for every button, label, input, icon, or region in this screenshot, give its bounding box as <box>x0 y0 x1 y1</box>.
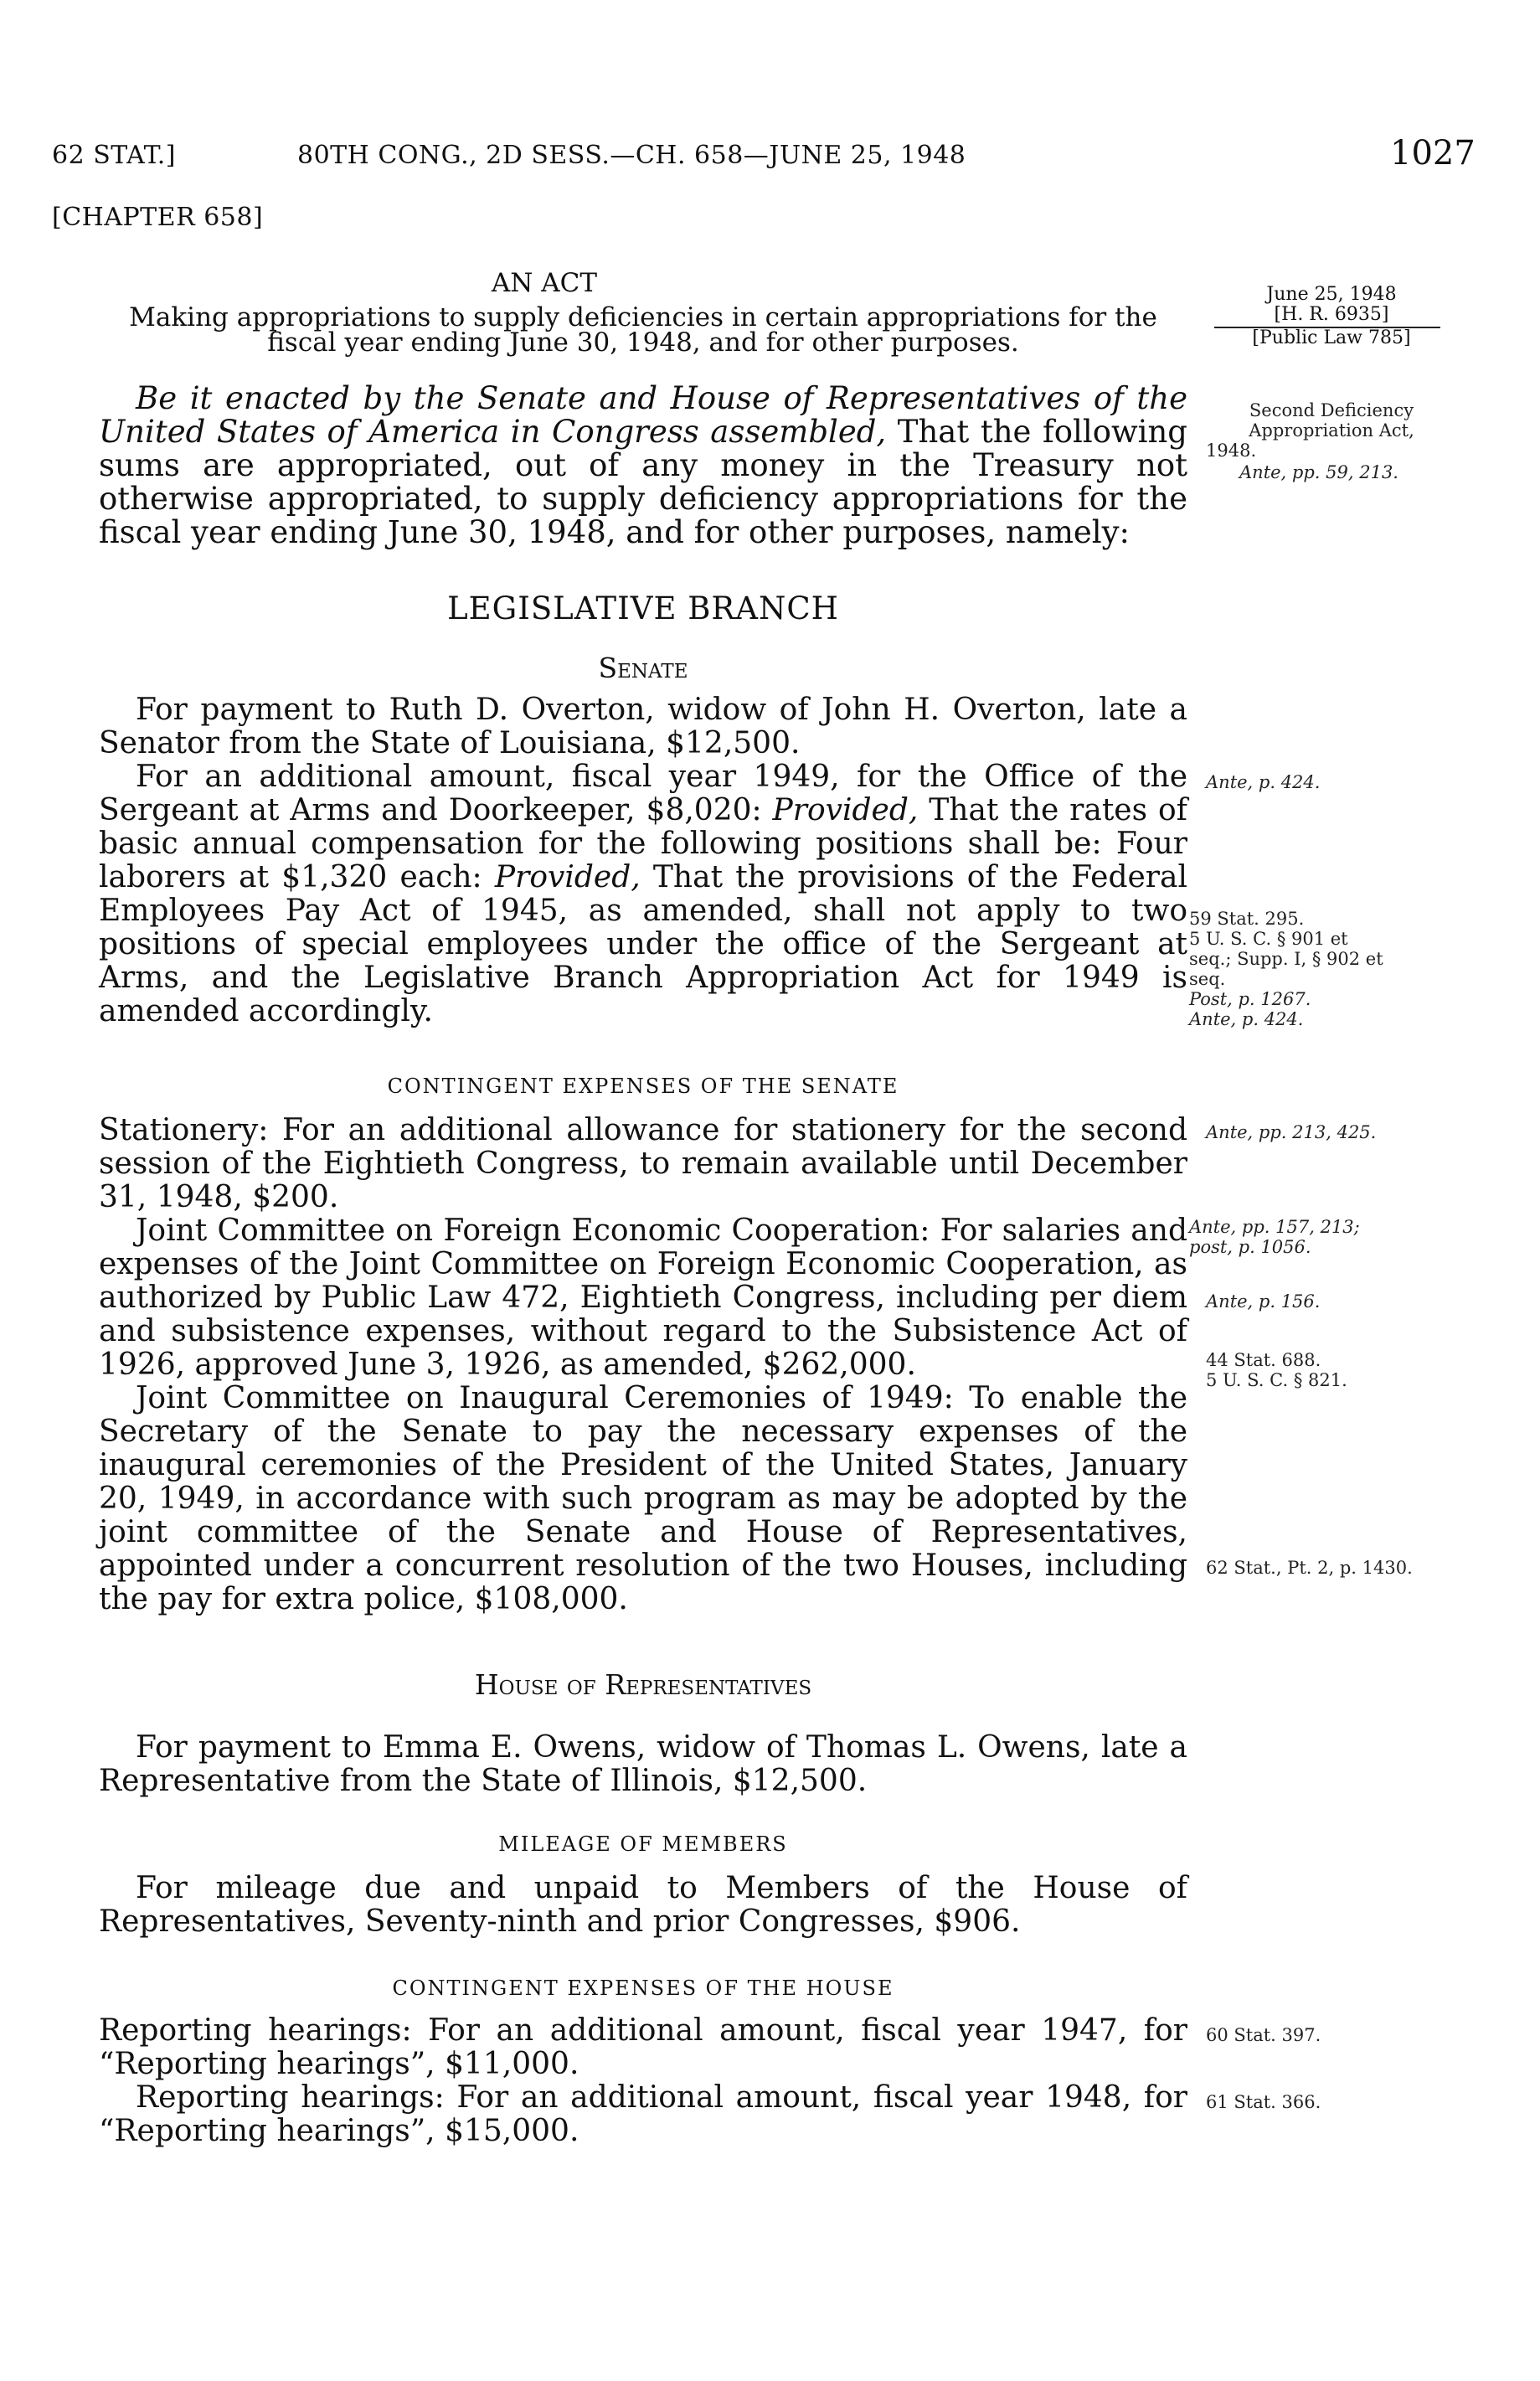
side-ref-ante-156 <box>1206 1291 1474 1312</box>
enacting-italic: Be it enacted by the Senate and House of Representatives of the United States of America in Congress assembled, <box>99 380 1187 450</box>
side-ref-ante-213-425-text: Ante, pp. 213, 425. <box>1206 1122 1377 1142</box>
side-ref-44stat-2: 5 U. S. C. § 821. <box>1206 1370 1347 1390</box>
side-ref-ante-59-text: Ante, pp. 59, 213. <box>1239 462 1398 482</box>
house-section <box>99 1731 1187 1798</box>
house-heading: House of Representatives <box>474 1668 812 1701</box>
side-ref-59stat-1: 59 Stat. 295. <box>1189 909 1305 929</box>
contingent-senate-section <box>99 1114 1187 1616</box>
side-ref-62stat <box>1206 1558 1474 1578</box>
chapter-label: [CHAPTER 658] <box>52 203 264 232</box>
enacting-paragraph <box>99 382 1187 549</box>
side-ref-post-1267: Post, p. 1267. <box>1189 989 1311 1009</box>
senate-section <box>99 693 1187 1028</box>
header-session: 80TH CONG., 2D SESS.—CH. 658—JUNE 25, 1948 <box>297 141 966 170</box>
side-act-name-1: Second Deficiency <box>1249 400 1414 420</box>
contingent-house-heading: CONTINGENT EXPENSES OF THE HOUSE <box>392 1976 894 2000</box>
side-act-name-2: Appropriation Act, <box>1249 420 1414 441</box>
side-ref-61stat <box>1206 2092 1474 2112</box>
mileage-section <box>99 1872 1187 1939</box>
senate-p2-a: For an additional amount, fiscal year 1949, for the Office of the Sergeant at Arms and Doorkeeper, $8,020: <box>99 760 1187 827</box>
side-ref-60stat-text: 60 Stat. 397. <box>1206 2025 1321 2045</box>
side-ref-61stat-text: 61 Stat. 366. <box>1206 2092 1321 2112</box>
header-volume: 62 STAT.] <box>52 141 176 170</box>
reporting-1948-paragraph: Reporting hearings: For an additional amount, fiscal year 1948, for “Reporting hearings”, $15,000. <box>99 2080 1187 2148</box>
enacting-rest: That the following sums are appropriated, out of any money in the Treasury not otherwise appropriated, to supply deficiency appropriations for the fiscal year ending June 30, 1948, and for other purposes, namely: <box>99 414 1187 550</box>
senate-paragraph-2 <box>99 760 1187 1028</box>
senate-p2-provided-1: Provided, <box>772 793 919 827</box>
act-description-line-1: Making appropriations to supply deficiencies in certain appropriations for the <box>129 302 1157 332</box>
contingent-senate-heading: CONTINGENT EXPENSES OF THE SENATE <box>387 1075 899 1098</box>
side-bill: [H. R. 6935] <box>1274 304 1389 325</box>
joint-inaugural-paragraph: Joint Committee on Inaugural Ceremonies of 1949: To enable the Secretary of the Senate to pay the necessary expenses of the inaugural ceremonies of the President of the United States, January 20, 1949, in accordance with such program as may be adopted by the joint committee of the Senate and House of Representatives, appointed under a concurrent resolution of the two Houses, including the pay for extra police, $108,000. <box>99 1381 1187 1616</box>
side-ref-59stat-4: seq. <box>1189 969 1226 989</box>
act-description-line-2: fiscal year ending June 30, 1948, and for other purposes. <box>267 327 1019 358</box>
side-ref-ante-59 <box>1239 462 1507 482</box>
senate-p2-c: That the provisions of the Federal Employees Pay Act of 1945, as amended, shall not apply to two positions of special employees under the office of the Sergeant at Arms, and the Legislative Branch Appropriation Act for 1949 is amended accordingly. <box>99 860 1187 1028</box>
side-ref-ante-424b: Ante, p. 424. <box>1189 1009 1304 1029</box>
side-ref-44stat <box>1206 1350 1474 1390</box>
side-act-name-3: 1948. <box>1206 441 1257 461</box>
contingent-house-section <box>99 2014 1187 2148</box>
reporting-1947-paragraph: Reporting hearings: For an additional amount, fiscal year 1947, for “Reporting hearings”, $11,000. <box>99 2013 1187 2081</box>
senate-p2-provided-2: Provided, <box>494 860 641 894</box>
stationery-paragraph: Stationery: For an additional allowance for stationery for the second session of the Eightieth Congress, to remain available until December 31, 1948, $200. <box>99 1113 1187 1214</box>
senate-heading: Senate <box>598 652 688 684</box>
house-paragraph-1: For payment to Emma E. Owens, widow of Thomas L. Owens, late a Representative from the State of Illinois, $12,500. <box>99 1730 1187 1798</box>
side-ref-ante-156-text: Ante, p. 156. <box>1206 1291 1321 1312</box>
side-ref-ante-424a-text: Ante, p. 424. <box>1206 772 1321 792</box>
mileage-heading: MILEAGE OF MEMBERS <box>498 1832 788 1856</box>
side-ref-ante-157 <box>1189 1217 1457 1257</box>
side-ref-44stat-1: 44 Stat. 688. <box>1206 1350 1321 1370</box>
senate-paragraph-1: For payment to Ruth D. Overton, widow of John H. Overton, late a Senator from the State of Louisiana, $12,500. <box>99 693 1187 760</box>
side-ref-ante-157-1: Ante, pp. 157, 213; <box>1189 1217 1360 1237</box>
side-act-name <box>1206 400 1457 461</box>
side-ref-59stat-3: seq.; Supp. I, § 902 et <box>1189 949 1383 969</box>
side-date: June 25, 1948 <box>1266 284 1397 305</box>
side-ref-59stat <box>1189 909 1457 1029</box>
side-ref-ante-424a <box>1206 772 1474 792</box>
side-ref-60stat <box>1206 2025 1474 2045</box>
page-number: 1027 <box>1390 134 1476 173</box>
side-public-law: [Public Law 785] <box>1252 327 1411 348</box>
side-ref-ante-157-2: post, p. 1056. <box>1189 1237 1311 1257</box>
side-ref-ante-213-425 <box>1206 1122 1474 1142</box>
side-ref-59stat-2: 5 U. S. C. § 901 et <box>1189 929 1348 949</box>
senate-p2-b: That the rates of basic annual compensation for the following positions shall be: Four laborers at $1,320 each: <box>99 793 1187 894</box>
act-title: AN ACT <box>491 268 598 298</box>
side-ref-62stat-text: 62 Stat., Pt. 2, p. 1430. <box>1206 1558 1413 1578</box>
mileage-paragraph: For mileage due and unpaid to Members of the House of Representatives, Seventy-ninth and prior Congresses, $906. <box>99 1871 1187 1939</box>
side-date-block <box>1206 285 1457 348</box>
legislative-branch-heading: LEGISLATIVE BRANCH <box>447 590 839 626</box>
joint-foreign-paragraph: Joint Committee on Foreign Economic Cooperation: For salaries and expenses of the Joint Committee on Foreign Economic Cooperation, as authorized by Public Law 472, Eightieth Congress, including per diem and subsistence expenses, without regard to the Subsistence Act of 1926, approved June 3, 1926, as amended, $262,000. <box>99 1214 1187 1382</box>
enacting-clause <box>99 382 1187 549</box>
